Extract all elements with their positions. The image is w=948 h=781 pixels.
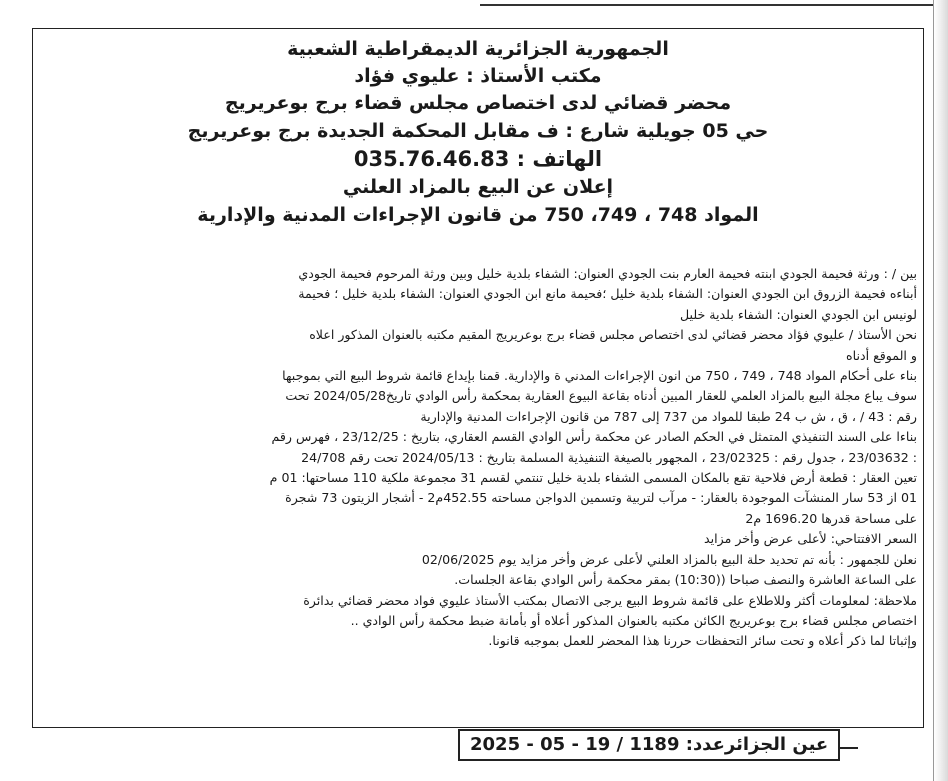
- body-line: نعلن للجمهور : بأنه تم تحديد حلة البيع بالمزاد العلني لأعلى عرض وأخر مزايد يوم 02/06/2025: [421, 551, 917, 567]
- notice-body: [39, 264, 917, 652]
- body-line: : 23/03632 ، جدول رقم : 23/02325 ، المجهور بالصيغة التنفيذية المسلمة بتاريخ : 2024/05/13 تحت رقم 24/708: [301, 449, 917, 465]
- legal-notice: [32, 28, 924, 728]
- body-line: لونيس ابن الجودي العنوان: الشفاء بلدية خليل: [680, 306, 917, 322]
- legal-articles: المواد 748 ، 749، 750 من قانون الإجراءات المدنية والإدارية: [197, 204, 759, 226]
- body-line: على مساحة قدرها 1696.20 م2: [745, 510, 917, 526]
- page-edge: [933, 0, 948, 781]
- body-line: وإثباتا لما ذكر أعلاه و تحت سائر التحفظات حررنا هذا المحضر للعمل بموجبه قانونا.: [488, 633, 917, 649]
- body-line: بناءا على السند التنفيذي المتمثل في الحكم الصادر عن محكمة رأس الوادي القسم العقاري، بتاريخ : 23/12/25 ، فهرس رقم: [271, 429, 917, 445]
- body-line: سوف يباع مجلة البيع بالمزاد العلمي للعقار المبين أدناه بقاعة البيوع العقارية بمحكمة رأس الوادي تاريخ2024/05/28 تحت: [285, 388, 917, 404]
- top-frame-line: [480, 0, 948, 6]
- body-line: تعين العقار : قطعة أرض فلاحية تقع بالمكان المسمى الشفاء بلدية خليل تنتمي لقسم 31 مجموعة ملكية 110 مساحتها: 01 م: [269, 470, 917, 486]
- body-line: على الساعة العاشرة والنصف صباحا ((10:30) بمقر محكمة رأس الوادي بقاعة الجلسات.: [454, 572, 917, 588]
- body-line: السعر الافتتاحي: لأعلى عرض وأخر مزايد: [704, 531, 917, 547]
- body-line: نحن الأستاذ / عليوي فؤاد محضر قضائي لدى اختصاص مجلس قضاء برج بوعريريج المقيم مكتبه بالعنوان المذكور اعلاه: [309, 327, 917, 343]
- body-line: بين / : ورثة فحيمة الجودي ابنته فحيمة العارم بنت الجودي العنوان: الشفاء بلدية خليل وبين ورثة المرحوم فحيمة الجودي: [298, 266, 917, 281]
- office-name: مكتب الأستاذ : عليوي فؤاد: [354, 65, 602, 87]
- body-line: رقم : 43 / ، ق ، ش ب 24 طبقا للمواد من 737 إلى 787 من قانون الإجراءات المدنية والإدارية: [420, 408, 917, 424]
- notice-title: إعلان عن البيع بالمزاد العلني: [342, 176, 614, 198]
- body-line: أبناءه فحيمة الزروق ابن الجودي العنوان: الشفاء بلدية خليل ؛فحيمة مانع ابن الجودي العنوان: الشفاء بلدية خليل ؛ فحيمة: [298, 286, 917, 302]
- body-line: اختصاص مجلس قضاء برج بوعريريج الكائن مكتبه بالعنوان المذكور أعلاه أو بأمانة ضبط محكمة رأس الوادي ..: [350, 612, 917, 628]
- body-line: بناء على أحكام المواد 748 ، 749 ، 750 من انون الإجراءات المدني ة والإدارية. قمنا بإيداع قائمة شروط البيع التي بموجبها: [282, 368, 917, 384]
- bailiff-role: محضر قضائي لدى اختصاص مجلس قضاء برج بوعريريج: [224, 92, 732, 114]
- office-address: حي 05 جويلية شارع : ف مقابل المحكمة الجديدة برج بوعريريج: [187, 120, 769, 142]
- notice-header: [43, 35, 913, 229]
- publication-source: عين الجزائرعدد: 1189 / 19 - 05 - 2025: [458, 729, 840, 761]
- body-line: ملاحظة: لمعلومات أكثر وللاطلاع على قائمة شروط البيع يرجى الاتصال بمكتب الأستاذ عليوي فواد محضر قضائي بدائرة: [303, 592, 917, 608]
- body-line: و الموقع أدناه: [846, 347, 917, 363]
- republic-title: الجمهورية الجزائرية الديمقراطية الشعبية: [287, 38, 669, 60]
- body-line: 01 از 53 سار المنشآت الموجودة بالعقار: - مرآب لتربية وتسمين الدواجن مساحته 452.55م2 - أشجار الزيتون 73 شجرة: [285, 490, 917, 506]
- office-phone: الهاتف : 035.76.46.83: [353, 147, 603, 171]
